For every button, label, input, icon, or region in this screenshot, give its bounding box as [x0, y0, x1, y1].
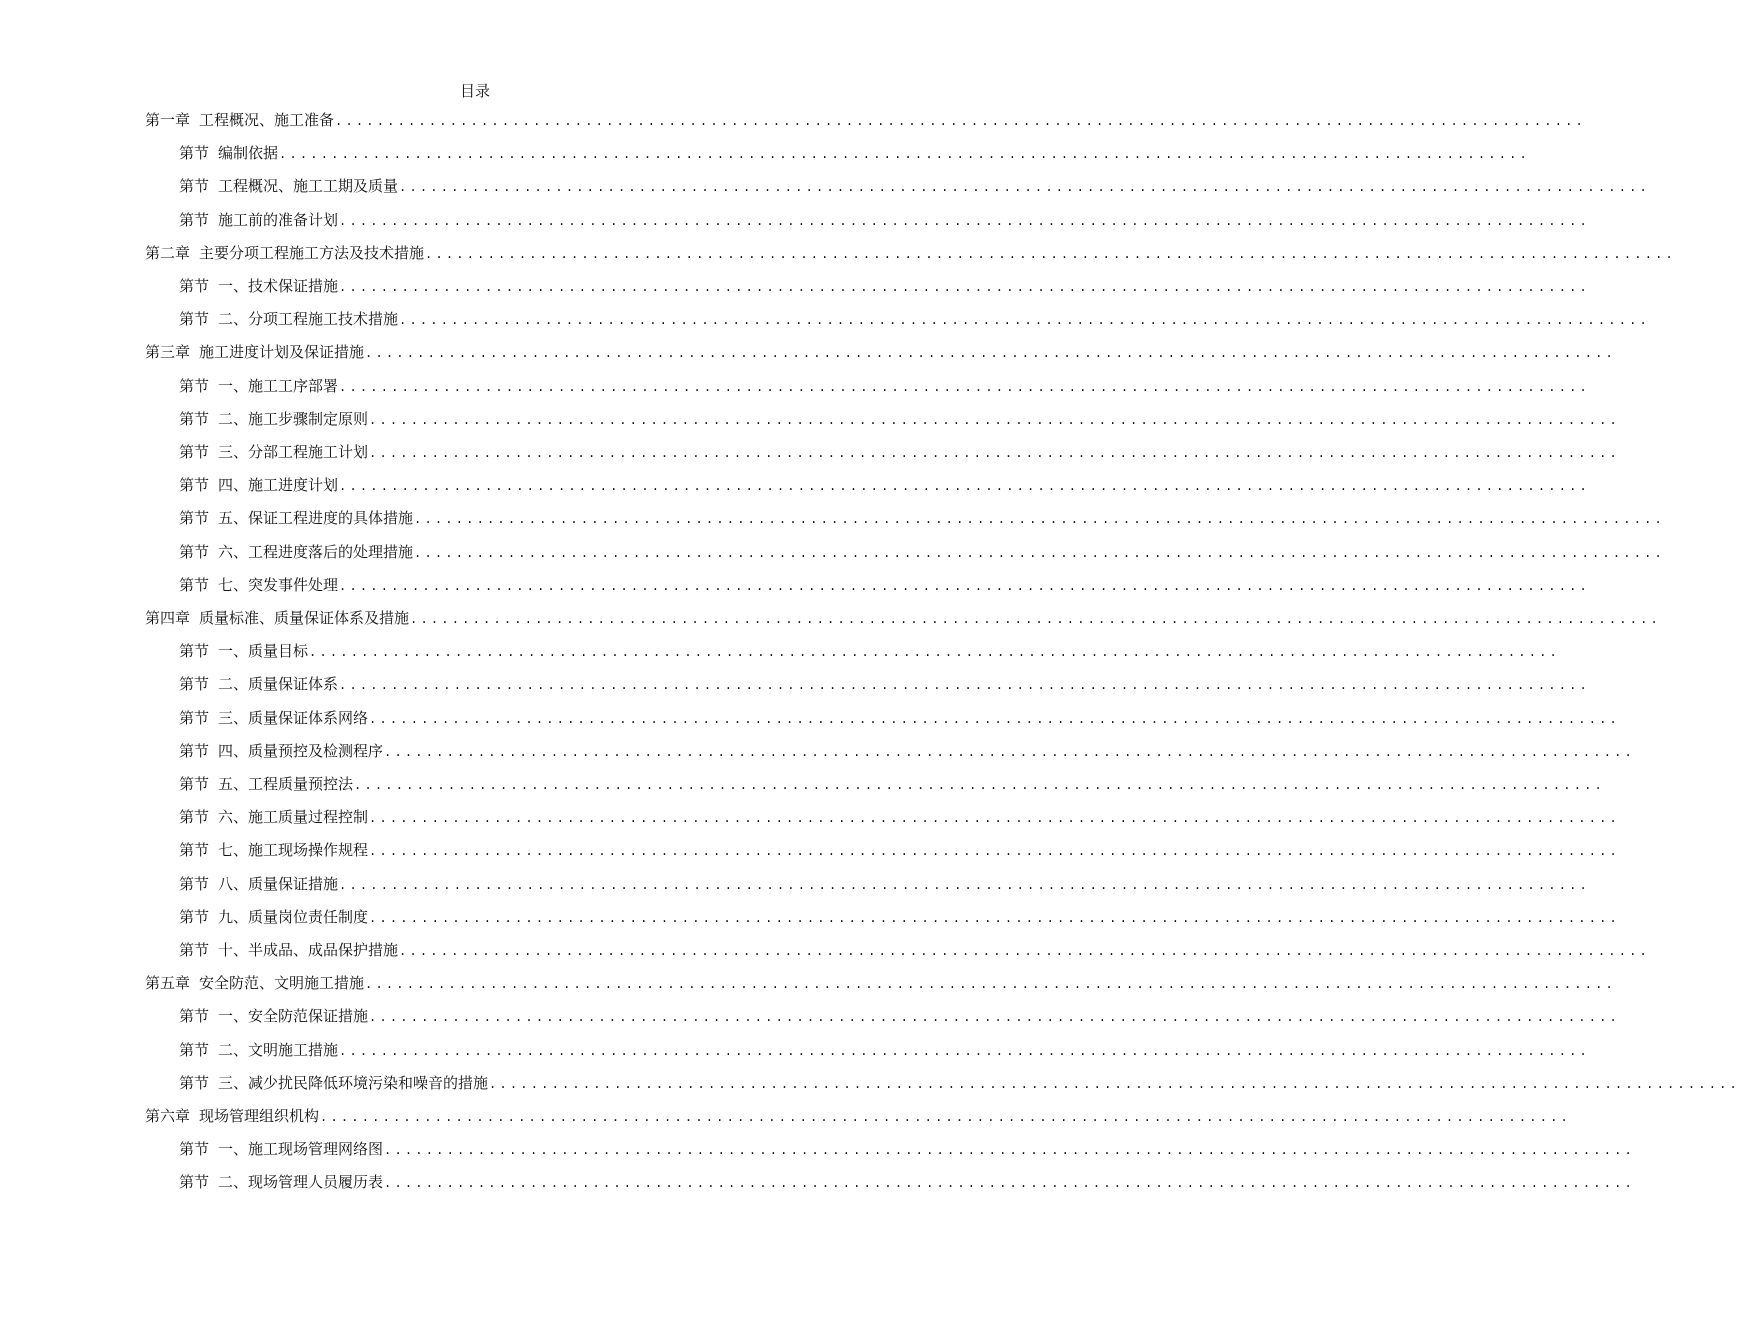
toc-entry-prefix: 第二章 — [145, 244, 191, 262]
toc-entry-17 — [179, 637, 1560, 661]
toc-dot-leader: ........................................................................................................................ — [384, 745, 1635, 759]
toc-entry-label: 编制依据 — [218, 144, 279, 162]
toc-entry-label: 九、质量岗位责任制度 — [218, 908, 369, 926]
toc-entry-11 — [179, 438, 1620, 462]
toc-entry-prefix: 第节 — [179, 576, 210, 594]
toc-entry-prefix: 第节 — [179, 1173, 210, 1191]
toc-entry-label: 六、施工质量过程控制 — [218, 808, 369, 826]
toc-dot-leader: ........................................................................................................................ — [369, 413, 1620, 427]
toc-dot-leader: ........................................................................................................................ — [339, 1044, 1590, 1058]
toc-entry-25 — [179, 903, 1620, 927]
toc-dot-leader: ........................................................................................................................ — [399, 313, 1650, 327]
toc-entry-label: 一、施工工序部署 — [218, 377, 339, 395]
toc-entry-label: 二、质量保证体系 — [218, 675, 339, 693]
toc-dot-leader: ........................................................................................................................ — [279, 147, 1530, 161]
toc-dot-leader: ........................................................................................................................ — [339, 878, 1590, 892]
toc-entry-8 — [145, 338, 1616, 362]
toc-entry-14 — [179, 538, 1665, 562]
toc-entry-label: 三、分部工程施工计划 — [218, 443, 369, 461]
toc-entry-prefix: 第三章 — [145, 343, 191, 361]
toc-entry-prefix: 第节 — [179, 841, 210, 859]
toc-entry-prefix: 第节 — [179, 144, 210, 162]
toc-dot-leader: ........................................................................................................................ — [354, 778, 1605, 792]
toc-entry-label: 二、文明施工措施 — [218, 1041, 339, 1059]
toc-entry-prefix: 第节 — [179, 1007, 210, 1025]
toc-entry-9 — [179, 372, 1590, 396]
toc-entry-label: 五、工程质量预控法 — [218, 775, 354, 793]
toc-dot-leader: ........................................................................................................................ — [369, 911, 1620, 925]
toc-entry-prefix: 第节 — [179, 509, 210, 527]
toc-entry-15 — [179, 571, 1590, 595]
toc-entry-5 — [145, 239, 1676, 263]
toc-entry-prefix: 第四章 — [145, 609, 191, 627]
toc-dot-leader: ........................................................................................................................ — [365, 977, 1616, 991]
toc-entry-prefix: 第五章 — [145, 974, 191, 992]
toc-entry-26 — [179, 936, 1650, 960]
toc-dot-leader: ........................................................................................................................ — [369, 811, 1620, 825]
toc-entry-label: 二、施工步骤制定原则 — [218, 410, 369, 428]
toc-entry-32 — [179, 1135, 1635, 1159]
toc-entry-27 — [145, 969, 1616, 993]
toc-dot-leader: ........................................................................................................................ — [339, 678, 1590, 692]
toc-entry-prefix: 第节 — [179, 1041, 210, 1059]
toc-entry-label: 六、工程进度落后的处理措施 — [218, 543, 414, 561]
toc-entry-prefix: 第节 — [179, 377, 210, 395]
toc-entry-30 — [179, 1069, 1740, 1093]
toc-dot-leader: ........................................................................................................................ — [489, 1077, 1740, 1091]
toc-entry-20 — [179, 737, 1635, 761]
toc-dot-leader: ........................................................................................................................ — [384, 1143, 1635, 1157]
toc-entry-21 — [179, 770, 1605, 794]
toc-entry-label: 安全防范、文明施工措施 — [199, 974, 365, 992]
toc-entry-label: 七、施工现场操作规程 — [218, 841, 369, 859]
toc-dot-leader: ........................................................................................................................ — [339, 579, 1590, 593]
toc-dot-leader: ........................................................................................................................ — [410, 612, 1661, 626]
toc-entry-label: 四、质量预控及检测程序 — [218, 742, 384, 760]
toc-entry-prefix: 第节 — [179, 310, 210, 328]
toc-entry-prefix: 第节 — [179, 177, 210, 195]
toc-dot-leader: ........................................................................................................................ — [425, 247, 1676, 261]
toc-entry-label: 工程概况、施工工期及质量 — [218, 177, 399, 195]
toc-entry-13 — [179, 504, 1665, 528]
toc-entry-prefix: 第节 — [179, 476, 210, 494]
toc-dot-leader: ........................................................................................................................ — [320, 1110, 1571, 1124]
toc-title: 目录 — [459, 82, 490, 100]
toc-entry-label: 十、半成品、成品保护措施 — [218, 941, 399, 959]
toc-dot-leader: ........................................................................................................................ — [335, 114, 1586, 128]
toc-entry-label: 一、质量目标 — [218, 642, 309, 660]
toc-entry-prefix: 第节 — [179, 941, 210, 959]
toc-entry-prefix: 第节 — [179, 642, 210, 660]
toc-entry-prefix: 第节 — [179, 709, 210, 727]
toc-dot-leader: ........................................................................................................................ — [414, 546, 1665, 560]
toc-entry-prefix: 第节 — [179, 1074, 210, 1092]
toc-entry-2 — [179, 139, 1530, 163]
toc-entry-prefix: 第节 — [179, 775, 210, 793]
toc-entry-4 — [179, 206, 1590, 230]
toc-dot-leader: ........................................................................................................................ — [369, 844, 1620, 858]
toc-dot-leader: ........................................................................................................................ — [399, 944, 1650, 958]
toc-entry-label: 质量标准、质量保证体系及措施 — [199, 609, 410, 627]
toc-entry-7 — [179, 305, 1650, 329]
toc-dot-leader: ........................................................................................................................ — [399, 180, 1650, 194]
toc-dot-leader: ........................................................................................................................ — [384, 1176, 1635, 1190]
toc-entry-prefix: 第节 — [179, 443, 210, 461]
toc-dot-leader: ........................................................................................................................ — [365, 346, 1616, 360]
toc-entry-16 — [145, 604, 1661, 628]
toc-entry-label: 一、安全防范保证措施 — [218, 1007, 369, 1025]
toc-entry-prefix: 第节 — [179, 543, 210, 561]
toc-entry-33 — [179, 1168, 1635, 1192]
toc-entry-label: 三、减少扰民降低环境污染和噪音的措施 — [218, 1074, 489, 1092]
toc-dot-leader: ........................................................................................................................ — [309, 645, 1560, 659]
toc-entry-6 — [179, 272, 1590, 296]
toc-entry-18 — [179, 670, 1590, 694]
toc-dot-leader: ........................................................................................................................ — [339, 380, 1590, 394]
toc-entry-22 — [179, 803, 1620, 827]
toc-entry-23 — [179, 836, 1620, 860]
toc-entry-12 — [179, 471, 1590, 495]
toc-entry-prefix: 第节 — [179, 1140, 210, 1158]
toc-entry-prefix: 第六章 — [145, 1107, 191, 1125]
toc-entry-label: 一、技术保证措施 — [218, 277, 339, 295]
toc-entry-29 — [179, 1036, 1590, 1060]
toc-entry-label: 四、施工进度计划 — [218, 476, 339, 494]
toc-entry-prefix: 第节 — [179, 410, 210, 428]
toc-entry-prefix: 第节 — [179, 908, 210, 926]
toc-entry-31 — [145, 1102, 1571, 1126]
toc-entry-prefix: 第节 — [179, 211, 210, 229]
toc-entry-label: 二、现场管理人员履历表 — [218, 1173, 384, 1191]
toc-entry-28 — [179, 1002, 1620, 1026]
toc-entry-label: 三、质量保证体系网络 — [218, 709, 369, 727]
toc-entry-prefix: 第节 — [179, 808, 210, 826]
toc-dot-leader: ........................................................................................................................ — [339, 280, 1590, 294]
toc-entry-label: 一、施工现场管理网络图 — [218, 1140, 384, 1158]
toc-entry-label: 八、质量保证措施 — [218, 875, 339, 893]
toc-entry-label: 施工进度计划及保证措施 — [199, 343, 365, 361]
toc-entry-10 — [179, 405, 1620, 429]
toc-entry-prefix: 第节 — [179, 742, 210, 760]
toc-entry-prefix: 第节 — [179, 875, 210, 893]
toc-dot-leader: ........................................................................................................................ — [369, 446, 1620, 460]
toc-entry-label: 五、保证工程进度的具体措施 — [218, 509, 414, 527]
toc-entry-label: 现场管理组织机构 — [199, 1107, 320, 1125]
toc-entry-3 — [179, 172, 1650, 196]
toc-entry-label: 主要分项工程施工方法及技术措施 — [199, 244, 425, 262]
toc-entry-label: 施工前的准备计划 — [218, 211, 339, 229]
toc-entry-prefix: 第节 — [179, 277, 210, 295]
toc-entry-prefix: 第节 — [179, 675, 210, 693]
toc-entry-prefix: 第一章 — [145, 111, 191, 129]
toc-dot-leader: ........................................................................................................................ — [414, 512, 1665, 526]
toc-entry-label: 七、突发事件处理 — [218, 576, 339, 594]
toc-dot-leader: ........................................................................................................................ — [339, 214, 1590, 228]
toc-entry-label: 工程概况、施工准备 — [199, 111, 335, 129]
toc-entry-19 — [179, 704, 1620, 728]
toc-dot-leader: ........................................................................................................................ — [369, 712, 1620, 726]
toc-dot-leader: ........................................................................................................................ — [339, 479, 1590, 493]
toc-entry-1 — [145, 106, 1586, 130]
toc-entry-24 — [179, 870, 1590, 894]
toc-dot-leader: ........................................................................................................................ — [369, 1010, 1620, 1024]
toc-entry-label: 二、分项工程施工技术措施 — [218, 310, 399, 328]
